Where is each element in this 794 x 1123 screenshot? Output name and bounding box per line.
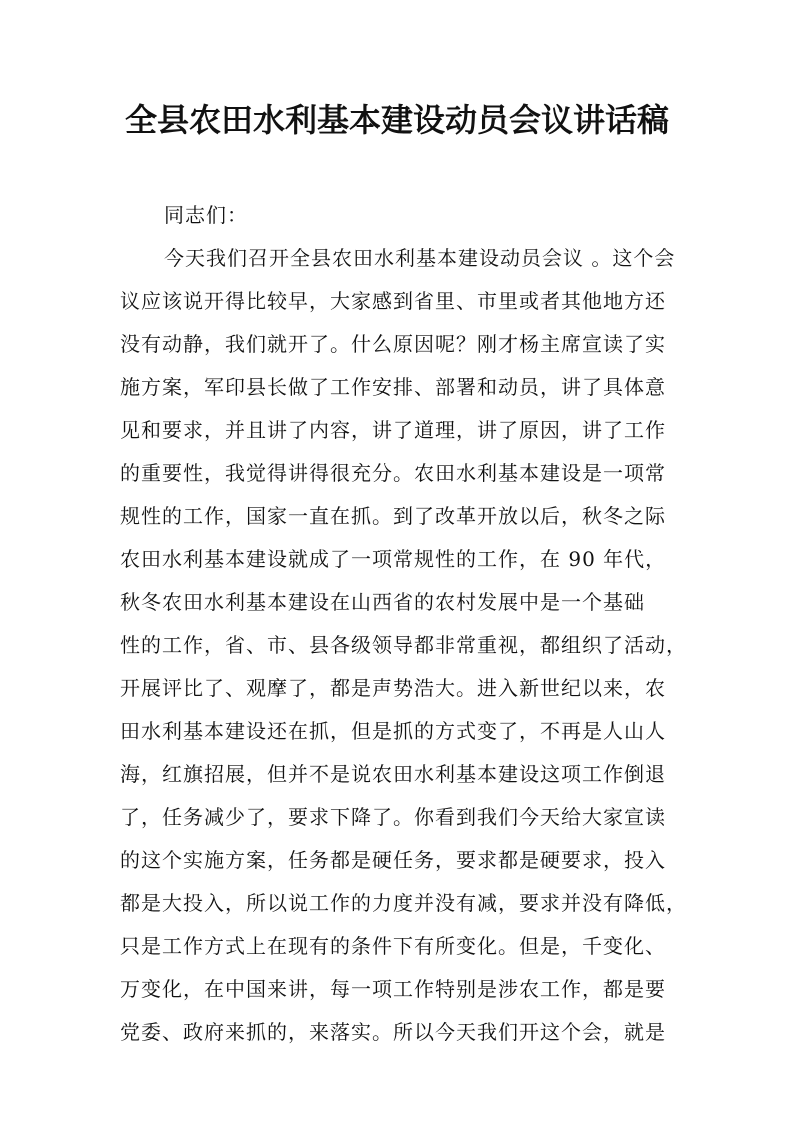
paragraph-line: 开展评比了、观摩了，都是声势浩大。进入新世纪以来，农 (120, 676, 666, 700)
paragraph-line: 今天我们召开全县农田水利基本建设动员会议 。这个会 (164, 246, 676, 270)
paragraph-line: 党委、政府来抓的，来落实。所以今天我们开这个会，就是 (120, 1020, 666, 1044)
paragraph-line: 议应该说开得比较早，大家感到省里、市里或者其他地方还 (120, 289, 666, 313)
paragraph-line: 农田水利基本建设就成了一项常规性的工作，在 90 年代， (120, 547, 667, 571)
paragraph-line: 秋冬农田水利基本建设在山西省的农村发展中是一个基础 (120, 590, 645, 614)
paragraph-line: 万变化，在中国来讲，每一项工作特别是涉农工作，都是要 (120, 977, 666, 1001)
paragraph-line: 只是工作方式上在现有的条件下有所变化。但是，千变化、 (120, 934, 666, 958)
paragraph-line: 施方案，军印县长做了工作安排、部署和动员，讲了具体意 (120, 375, 666, 399)
paragraph-line: 性的工作，省、市、县各级领导都非常重视，都组织了活动， (120, 633, 687, 657)
paragraph-line: 海，红旗招展，但并不是说农田水利基本建设这项工作倒退 (120, 762, 666, 786)
document-title: 全县农田水利基本建设动员会议讲话稿 (124, 101, 669, 139)
paragraph-line: 没有动静，我们就开了。什么原因呢？刚才杨主席宣读了实 (120, 332, 666, 356)
paragraph-line: 田水利基本建设还在抓，但是抓的方式变了，不再是人山人 (120, 719, 666, 743)
paragraph-line: 见和要求，并且讲了内容，讲了道理，讲了原因，讲了工作 (120, 418, 666, 442)
paragraph-line: 了，任务减少了，要求下降了。你看到我们今天给大家宣读 (120, 805, 666, 829)
paragraph-line: 的这个实施方案，任务都是硬任务，要求都是硬要求，投入 (120, 848, 666, 872)
paragraph-line: 规性的工作，国家一直在抓。到了改革开放以后，秋冬之际 (120, 504, 666, 528)
paragraph-line: 的重要性，我觉得讲得很充分。农田水利基本建设是一项常 (120, 461, 666, 485)
paragraph-line: 都是大投入，所以说工作的力度并没有减，要求并没有降低， (120, 891, 687, 915)
salutation: 同志们： (164, 203, 248, 227)
